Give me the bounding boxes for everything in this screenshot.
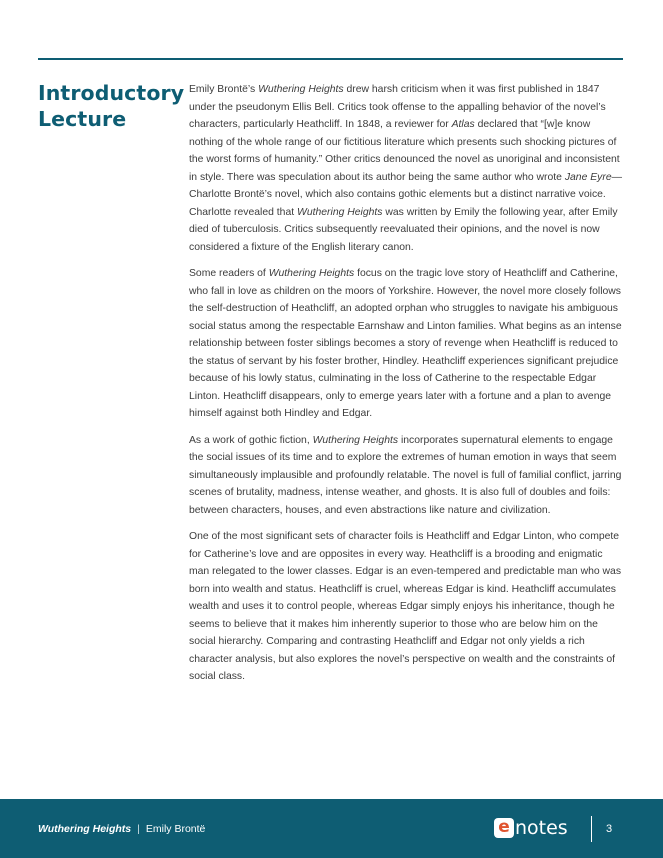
footer-author: Emily Brontë xyxy=(145,823,206,835)
title-segment: Wuthering Heights xyxy=(268,268,355,279)
text-segment: Emily Brontë’s xyxy=(189,84,259,95)
lecture-body xyxy=(189,81,625,695)
page-number: 3 xyxy=(606,823,613,835)
section-heading xyxy=(38,80,185,132)
paragraph-3 xyxy=(189,432,625,520)
logo-wordmark: notes xyxy=(515,817,568,839)
text-segment: declared that “[w]e know nothing of the whole range of our fictitious literature which presents such shocking pictures of the worst forms of humanity.” Other critics denounced the novel as unoriginal and inconsistent in style. There was speculation about its author being the same author who wrote xyxy=(189,119,620,183)
title-segment: Atlas xyxy=(451,119,475,130)
paragraph-1 xyxy=(189,81,625,256)
text-segment: was written by Emily the following year, after Emily died of tuberculosis. Critics subsequently reevaluated their opinions, and the novel is now considered a fixture of the English literary canon. xyxy=(189,206,618,253)
top-divider xyxy=(38,58,623,60)
footer-divider xyxy=(591,816,592,842)
text-segment: —Charlotte Brontë’s novel, which also contains gothic elements but a distinct narrative voice. Charlotte revealed that xyxy=(189,171,623,218)
paragraph-4 xyxy=(189,528,625,686)
text-segment: One of the most significant sets of character foils is Heathcliff and Edgar Linton, who compete for Catherine’s love and are opposites in every way. Heathcliff is a brooding and enigmatic man relegated to the lower classes. Edgar is an even-tempered and predictable man who was born into wealth and status. Heathcliff is cruel, whereas Edgar is kind. Heathcliff accumulates wealth and uses it to control people, whereas Edgar simply enjoys his inheritance, though he seems to believe that it makes him inherently superior to those who are below him on the social hierarchy. Comparing and contrasting Heathcliff and Edgar not only yields a rich character analysis, but also explores the novel’s perspective on wealth and the constraints of social class. xyxy=(189,531,622,682)
text-segment: drew harsh criticism when it was first published in 1847 under the pseudonym Ellis Bell. Critics took offense to the appalling behavior of the novel’s characters, particularly Heathcliff. In 1848, a reviewer for xyxy=(189,84,606,130)
text-segment: Some readers of xyxy=(189,268,269,279)
page-footer xyxy=(0,799,663,858)
title-segment: Wuthering Heights xyxy=(312,434,399,446)
heading-line-2: Lecture xyxy=(38,107,127,131)
title-segment: Jane Eyre xyxy=(564,171,612,183)
enotes-logo xyxy=(494,817,568,839)
text-segment: As a work of gothic fiction, xyxy=(189,434,313,446)
paragraph-2 xyxy=(189,265,625,423)
footer-separator: | xyxy=(137,823,140,835)
footer-book-title: Wuthering Heights xyxy=(38,823,132,835)
text-segment: focus on the tragic love story of Heathcliff and Catherine, who fall in love as children on the moors of Yorkshire. However, the novel more closely follows the self-destruction of Heathcliff, an adopted orphan who struggles to navigate his ambiguous social status among the respectable Earnshaw and Linton families. What begins as an intense relationship between foster siblings becomes a story of revenge when Heathcliff is reduced to the status of servant by his foster brother, Hindley. Heathcliff experiences significant prejudice because of his lowly status, culminating in the loss of Catherine to the respectable Edgar Linton. Heathcliff disappears, only to emerge years later with a fortune and a plan to avenge himself against both Hindley and Edgar. xyxy=(189,268,622,419)
text-segment: incorporates supernatural elements to engage the social issues of its time and to explore the extremes of human emotion in ways that seem simultaneously implausible and profoundly relatable. The novel is full of familial conflict, jarring scenes of brutality, madness, intense weather, and ghosts. It is also full of doubles and foils: between characters, houses, and even abstractions like nature and civilization. xyxy=(189,434,622,516)
heading-line-1: Introductory xyxy=(38,81,185,105)
title-segment: Wuthering Heights xyxy=(258,84,344,95)
footer-citation xyxy=(38,823,205,835)
logo-e-mark: e xyxy=(494,818,514,838)
title-segment: Wuthering Heights xyxy=(297,206,383,218)
